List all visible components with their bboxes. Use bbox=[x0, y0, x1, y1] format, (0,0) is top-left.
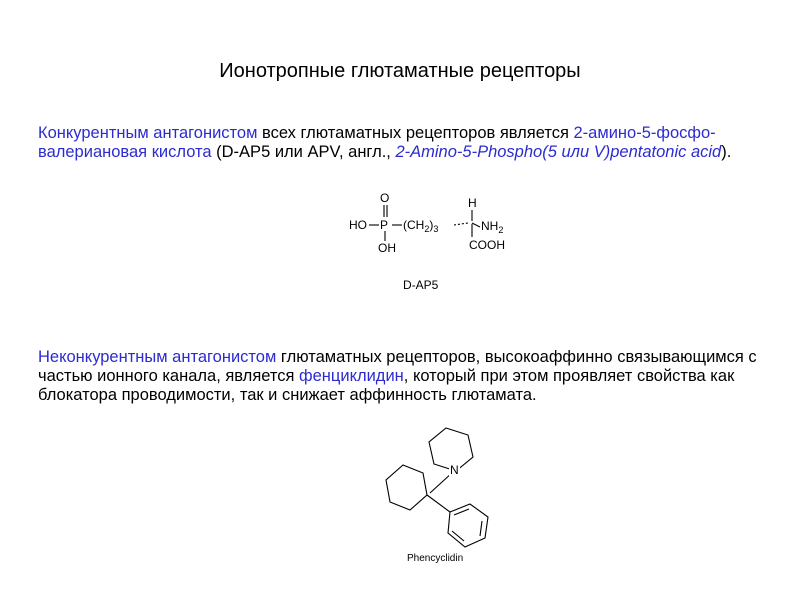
para1-text-2: (D-AP5 или APV, англ., bbox=[211, 143, 396, 161]
hydrogen-label: H bbox=[468, 196, 477, 210]
methylene-chain-label bbox=[403, 218, 438, 234]
cyclohexane-ring bbox=[386, 465, 427, 510]
phencyclidine-caption: Phencyclidin bbox=[407, 553, 464, 564]
ch-count: 3 bbox=[433, 224, 439, 234]
nitrogen-label: N bbox=[450, 463, 459, 477]
oxygen-top-label: O bbox=[380, 191, 390, 205]
noncompetitive-antagonist-term: Неконкурентным антагонистом bbox=[38, 348, 277, 366]
dap5-structure bbox=[340, 190, 520, 300]
competitive-antagonist-term: Конкурентным антагонистом bbox=[38, 124, 258, 142]
para1-text-3: ). bbox=[721, 143, 732, 161]
ch2-c-bond bbox=[454, 223, 468, 225]
dap5-caption: D-AP5 bbox=[403, 278, 439, 292]
para1-text-1: всех глютаматных рецепторов является bbox=[257, 124, 574, 142]
acid-name: 2-амино-5-фосфо-валериановая кислота bbox=[38, 124, 716, 161]
phenyl-double-bond-2 bbox=[480, 521, 482, 536]
slide-title: Ионотропные глютаматные рецепторы bbox=[219, 60, 581, 82]
ch-label: (CH bbox=[403, 218, 425, 232]
amino-group-label bbox=[481, 219, 503, 235]
phosphorus-label: P bbox=[380, 218, 389, 232]
ch-subscript: 2 bbox=[424, 224, 430, 234]
cooh-label: COOH bbox=[469, 238, 505, 252]
ho-label: HO bbox=[349, 218, 367, 232]
english-acid-name: 2-Amino-5-Phospho(5 или V)pentatonic acid bbox=[395, 143, 722, 161]
competitive-antagonist-paragraph bbox=[38, 124, 763, 162]
phenyl-double-bond-3 bbox=[452, 531, 464, 541]
phencyclidine-structure bbox=[370, 420, 510, 570]
para2-text-2: , который при этом проявляет свойства как блокатора проводимости, так и снижает аффинность глютамата. bbox=[38, 367, 735, 404]
phenyl-ring bbox=[448, 504, 488, 547]
ch-close-paren: ) bbox=[429, 218, 434, 232]
nh-label: NH bbox=[481, 219, 499, 233]
oh-label: OH bbox=[378, 241, 396, 255]
noncompetitive-antagonist-paragraph bbox=[38, 348, 763, 405]
para2-text-1: глютаматных рецепторов, высокоаффинно связывающимся с частью ионного канала, является bbox=[38, 348, 757, 385]
c-nh2-bond bbox=[472, 223, 480, 227]
phencyclidine-term: фенциклидин bbox=[299, 367, 404, 385]
nh-subscript: 2 bbox=[498, 225, 504, 235]
quaternary-phenyl-bond bbox=[427, 495, 450, 512]
